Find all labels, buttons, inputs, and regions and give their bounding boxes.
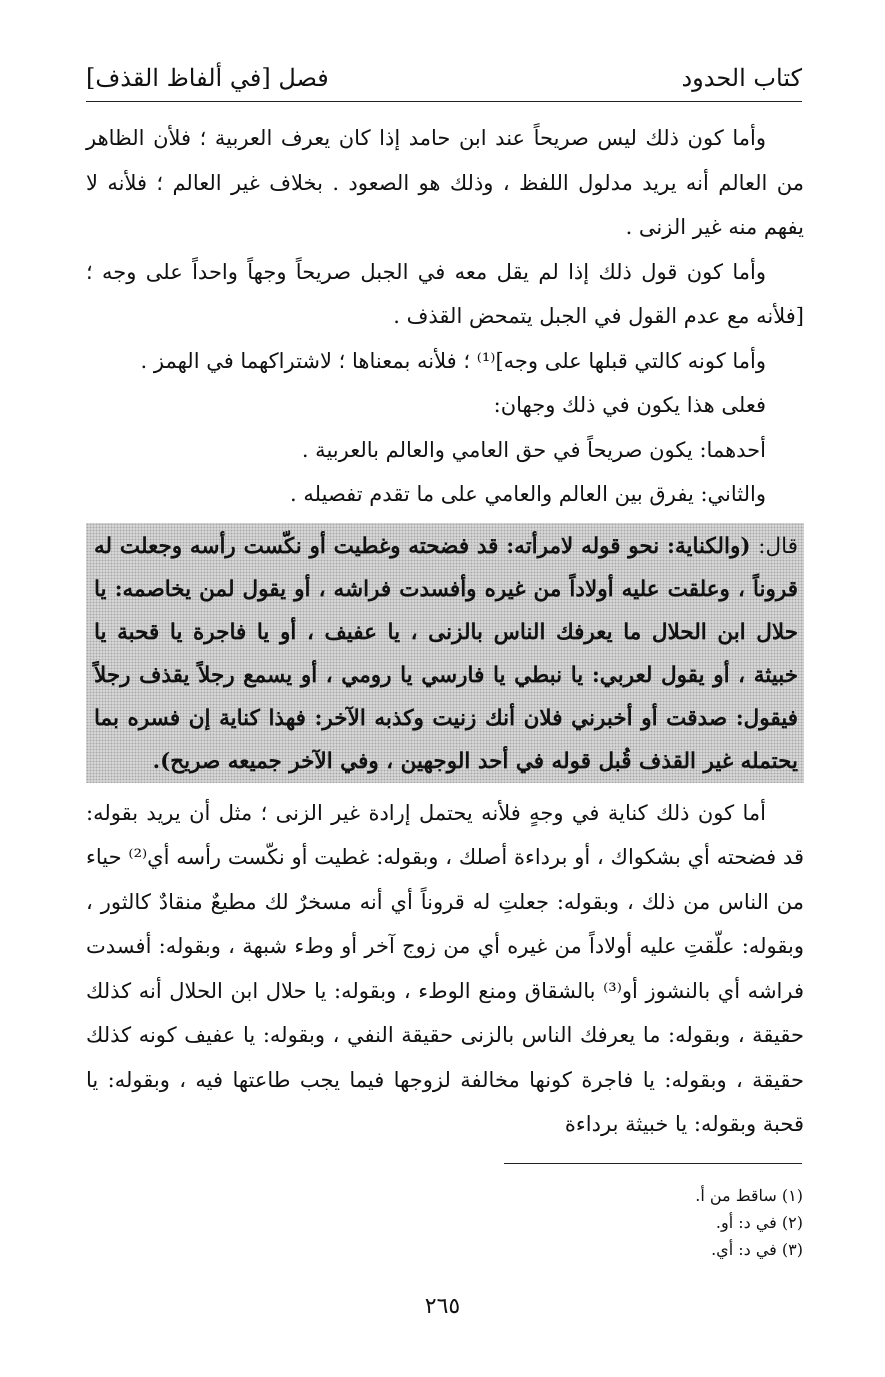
page-number: ٢٦٥ bbox=[424, 1294, 461, 1319]
paragraph: وأما كون ذلك ليس صريحاً عند ابن حامد إذا كان يعرف العربية ؛ فلأن الظاهر من العالم أنه يريد مدلول اللفظ ، وذلك هو الصعود . بخلاف غير العالم ؛ فلأنه لا يفهم منه غير الزنى . bbox=[86, 126, 804, 239]
running-header bbox=[86, 58, 802, 98]
paragraph: فعلى هذا يكون في ذلك وجهان: bbox=[493, 393, 766, 417]
quoted-matn-block bbox=[86, 523, 804, 783]
paragraph: وأما كونه كالتي قبلها على وجه]⁽¹⁾ ؛ فلأنه بمعناها ؛ لاشتراكهما في الهمز . bbox=[140, 348, 766, 373]
book-title: كتاب الحدود bbox=[681, 64, 802, 92]
header-rule bbox=[86, 101, 802, 102]
footnotes bbox=[473, 1182, 803, 1263]
paragraph: وأما كون قول ذلك إذا لم يقل معه في الجبل صريحاً وجهاً واحداً على وجه ؛ [فلأنه مع عدم القول في الجبل يتمحض القذف . bbox=[86, 259, 804, 328]
commentary-paragraph: أما كون ذلك كناية في وجهٍ فلأنه يحتمل إرادة غير الزنى ؛ مثل أن يريد بقوله: قد فضحته أي بشكواك ، أو برداءة أصلك ، وبقوله: غطيت أو نكّست رأسه أي⁽²⁾ حياء من الناس من ذلك ، وبقوله: جعلتِ له قروناً أي أنه مسخرٌ لك مطيعٌ منقادٌ كالثور ، وبقوله: علّقتِ عليه أولاداً من غيره أي من زوج آخر أو وطء شبهة ، وبقوله: أفسدت فراشه أي بالنشوز أو⁽³⁾ بالشقاق ومنع الوطء ، وبقوله: يا حلال ابن الحلال أنه كذلك حقيقة ، وبقوله: ما يعرفك الناس بالزنى حقيقة النفي ، وبقوله: يا عفيف كونه كذلك حقيقة ، وبقوله: يا فاجرة كونها مخالفة لزوجها فيما يجب طاعتها فيه ، وبقوله: يا قحبة وبقوله: يا خبيثة برداءة bbox=[86, 800, 804, 1136]
quote-label: قال: bbox=[758, 533, 798, 559]
chapter-title: فصل [في ألفاظ القذف] bbox=[86, 64, 329, 92]
footnote: (٣) في د: أي. bbox=[711, 1240, 803, 1259]
quote-text: (والكناية: نحو قوله لامرأته: قد فضحته وغطيت أو نكّست رأسه وجعلت له قروناً ، وعلقت عليه أولاداً من غيره وأفسدت فراشه ، أو يقول لمن يخاصمه: يا حلال ابن الحلال ما يعرفك الناس بالزنى ، يا عفيف ، أو يا فاجرة يا قحبة يا خبيثة ، أو يقول لعربي: يا نبطي يا فارسي يا رومي ، أو يسمع رجلاً يقذف رجلاً فيقول: صدقت أو أخبرني فلان أنك زنيت وكذبه الآخر: فهذا كناية إن فسره بما يحتمله غير القذف قُبل قوله في أحد الوجهين ، وفي الآخر جميعه صريح). bbox=[94, 533, 798, 774]
main-text bbox=[86, 116, 804, 1147]
footnote: (١) ساقط من أ. bbox=[695, 1186, 803, 1205]
paragraph: أحدهما: يكون صريحاً في حق العامي والعالم بالعربية . bbox=[301, 437, 766, 462]
footnote-rule bbox=[504, 1163, 802, 1164]
footnote: (٢) في د: أو. bbox=[715, 1213, 803, 1232]
paragraph: والثاني: يفرق بين العالم والعامي على ما تقدم تفصيله . bbox=[290, 482, 766, 506]
